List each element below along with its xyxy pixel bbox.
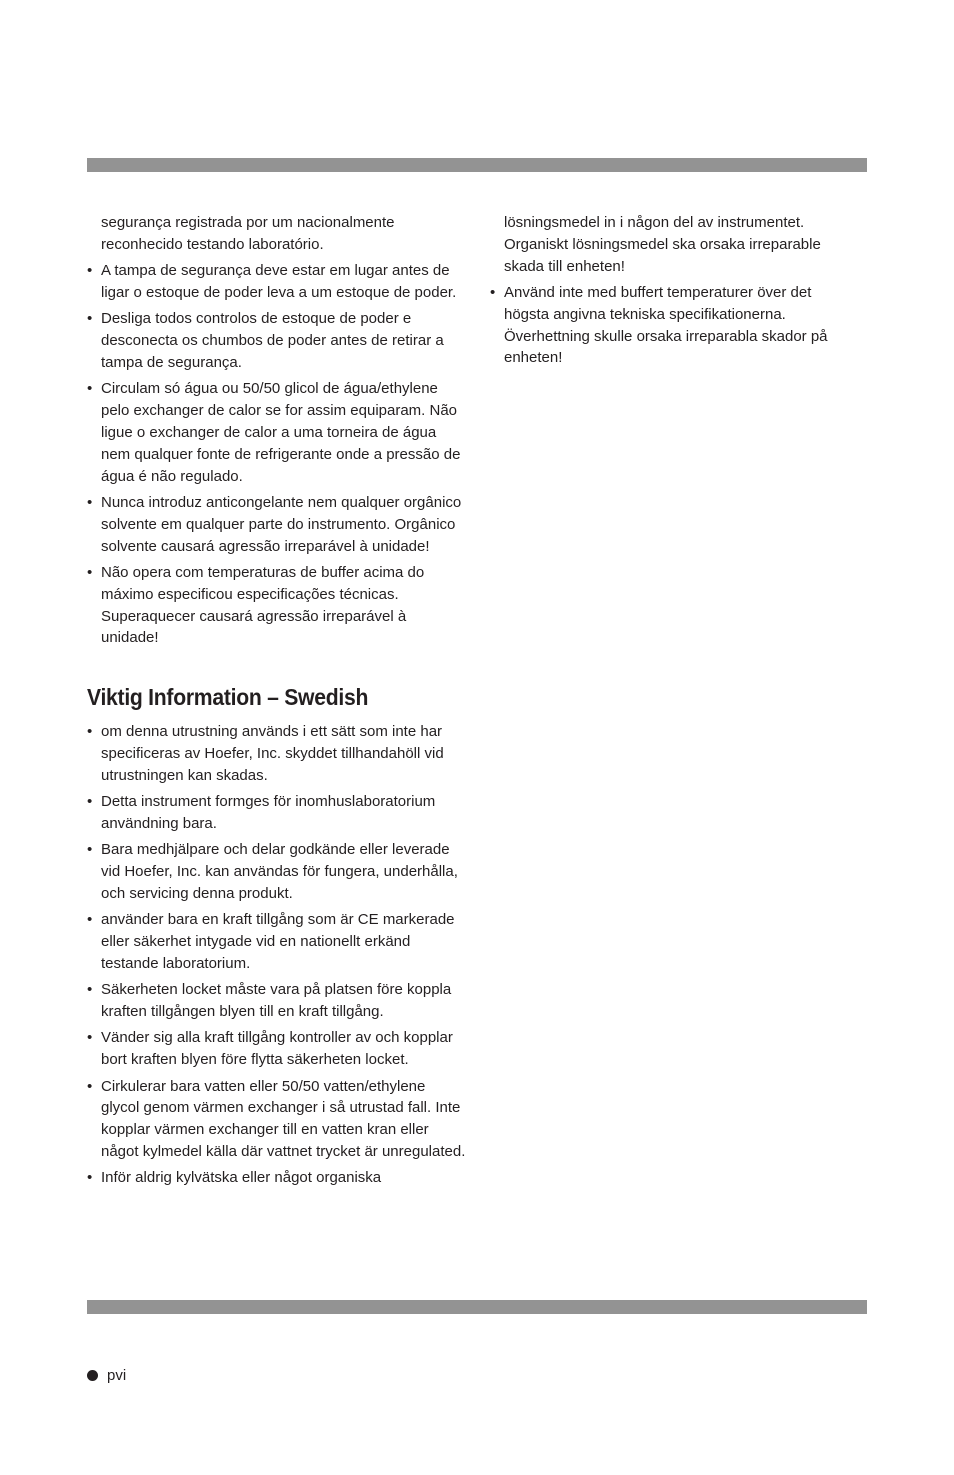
bullet-icon: •: [87, 841, 93, 859]
list-item: • Nunca introduz anticongelante nem qualquer orgânico solvente em qualquer parte do instrumento. Orgânico solvente causará agressão irreparável à unidade!: [87, 493, 462, 555]
list-item: • Bara medhjälpare och delar godkände eller leverade vid Hoefer, Inc. kan användas för fungera, underhålla, och servicing denna produkt.: [87, 841, 458, 902]
portuguese-list: [87, 212, 467, 649]
swedish-list: [87, 721, 467, 1189]
bullet-icon: •: [87, 310, 93, 328]
swedish-list-continued: [490, 212, 860, 369]
bullet-icon: •: [87, 262, 93, 280]
list-item: • Desliga todos controlos de estoque de poder e desconecta os chumbos de poder antes de retirar a tampa de segurança.: [87, 310, 444, 371]
list-item: • Circulam só água ou 50/50 glicol de água/ethylene pelo exchanger de calor se for assim equiparam. Não ligue o exchanger de calor a uma torneira de água nem qualquer fonte de refrigerante onde a pressão de água é não regulado.: [87, 380, 461, 485]
list-item: • A tampa de segurança deve estar em lugar antes de ligar o estoque de poder leva a um estoque de poder.: [87, 262, 457, 301]
bullet-dot-icon: [87, 1370, 98, 1381]
list-item: • Säkerheten locket måste vara på platsen före koppla kraften tillgången blyen till en kraft tillgång.: [87, 981, 452, 1021]
right-column: [490, 212, 860, 374]
list-item: • använder bara en kraft tillgång som är CE markerade eller säkerhet intygade vid en nationellt erkänd testande laboratorium.: [87, 911, 455, 972]
list-item: • Inför aldrig kylvätska eller något organiska: [87, 1167, 467, 1189]
list-item-continued: lösningsmedel in i någon del av instrumentet. Organiskt lösningsmedel ska orsaka irreparable skada till enheten!: [504, 214, 821, 275]
list-item: • Detta instrument formges för inomhuslaboratorium användning bara.: [87, 793, 436, 832]
bullet-icon: •: [87, 493, 93, 511]
list-item-continued: segurança registrada por um nacionalmente reconhecido testando laboratório.: [101, 214, 395, 253]
bullet-icon: •: [490, 283, 496, 301]
list-item: • Não opera com temperaturas de buffer acima do máximo especificou especificações técnicas. Superaquecer causará agressão irreparável à unidade!: [87, 563, 425, 647]
bullet-icon: •: [87, 723, 93, 741]
section-heading: Viktig Information – Swedish: [87, 684, 369, 711]
header-rule: [87, 158, 867, 172]
list-item: • Vänder sig alla kraft tillgång kontroller av och kopplar bort kraften blyen före flytta säkerheten locket.: [87, 1029, 453, 1069]
bullet-icon: •: [87, 793, 93, 811]
bullet-icon: •: [87, 911, 93, 929]
page-footer: [87, 1367, 126, 1384]
bullet-icon: •: [87, 563, 93, 581]
bullet-icon: •: [87, 1029, 93, 1047]
left-column: [87, 212, 467, 1194]
bullet-icon: •: [87, 1169, 93, 1187]
bullet-icon: •: [87, 380, 93, 398]
list-item: • om denna utrustning används i ett sätt som inte har specificeras av Hoefer, Inc. skyddet tillhandahöll vid utrustningen kan skadas.: [87, 723, 444, 784]
bullet-icon: •: [87, 1077, 93, 1095]
list-item: • Använd inte med buffert temperaturer över det högsta angivna tekniska specifikationerna. Överhettning skulle orsaka irreparabla skador på enheten!: [490, 283, 828, 367]
list-item: • Cirkulerar bara vatten eller 50/50 vatten/ethylene glycol genom värmen exchanger i så utrustad fall. Inte kopplar värmen exchanger till en vatten kran eller något kylmedel källa där vattnet trycket är unregulated.: [87, 1077, 466, 1161]
footer-rule: [87, 1300, 867, 1314]
page-number: pvi: [107, 1367, 127, 1384]
bullet-icon: •: [87, 981, 93, 999]
